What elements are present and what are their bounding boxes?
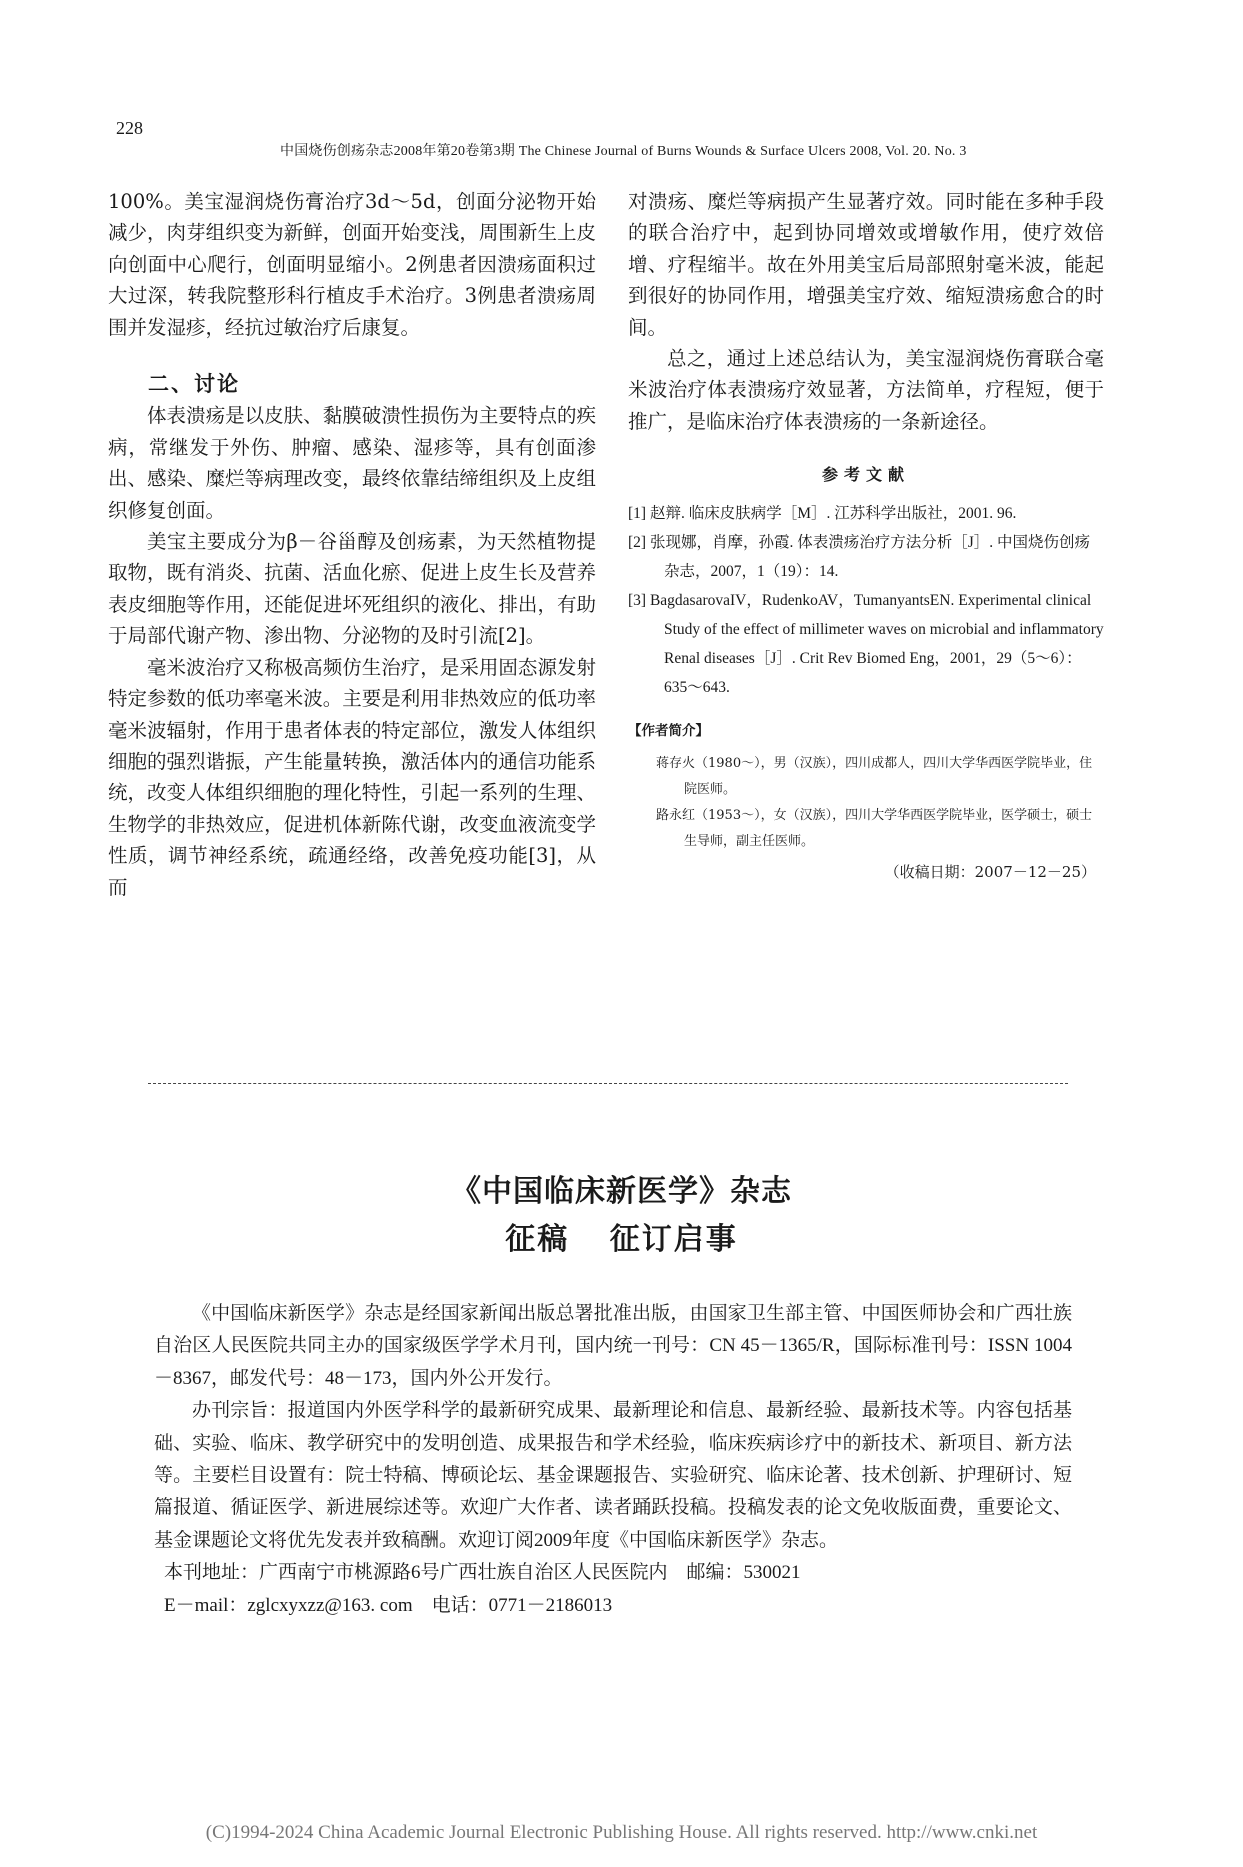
body-paragraph: 总之，通过上述总结认为，美宝湿润烧伤膏联合毫米波治疗体表溃疡疗效显著，方法简单，疗程短，便于推广，是临床治疗体表溃疡的一条新途径。 [628, 347, 1104, 433]
body-paragraph: 100%。美宝湿润烧伤膏治疗3d～5d，创面分泌物开始减少，肉芽组织变为新鲜，创面开始变浅，周围新生上皮向创面中心爬行，创面明显缩小。2例患者因溃疡面积过大过深，转我院整形科行植皮手术治疗。3例患者溃疡周围并发湿疹，经抗过敏治疗后康复。 [108, 190, 596, 339]
reference-item: [2] 张现娜，肖摩，孙霞. 体表溃疡治疗方法分析［J］. 中国烧伤创疡杂志，2007，1（19）：14. [628, 533, 1090, 580]
reference-item: [3] BagdasarovaIV，RudenkoAV，TumanyantsEN. Experimental clinical Study of the effect of millimeter waves on microbial and inflammatory Renal diseases［J］. Crit Rev Biomed Eng，2001，29（5～6）：635～643. [628, 591, 1104, 696]
author-bio: 蒋存火（1980～），男（汉族），四川成都人，四川大学华西医学院毕业，住院医师。 [656, 756, 1093, 798]
right-column [628, 186, 1104, 888]
notice-subtitle: 征稿 征订启事 [505, 1222, 738, 1257]
page-number: 228 [116, 118, 143, 138]
left-column [108, 186, 596, 903]
reference-item: [1] 赵辩. 临床皮肤病学［M］. 江苏科学出版社，2001. 96. [628, 504, 1017, 522]
body-paragraph: 对溃疡、糜烂等病损产生显著疗效。同时能在多种手段的联合治疗中，起到协同增效或增敏作用，使疗效倍增、疗程缩半。故在外用美宝后局部照射毫米波，能起到很好的协同作用，增强美宝疗效、缩短溃疡愈合的时间。 [628, 190, 1104, 339]
running-header: 中国烧伤创疡杂志2008年第20卷第3期 The Chinese Journal of Burns Wounds & Surface Ulcers 2008, Vol. 20. No. 3 [280, 144, 967, 159]
author-bio-title: 【作者简介】 [628, 722, 709, 739]
body-paragraph: 体表溃疡是以皮肤、黏膜破溃性损伤为主要特点的疾病，常继发于外伤、肿瘤、感染、湿疹等，具有创面渗出、感染、糜烂等病理改变，最终依靠结缔组织及上皮组织修复创面。 [108, 404, 596, 522]
section-divider [148, 1083, 1068, 1084]
notice-body [154, 1298, 1072, 1622]
copyright-footer: (C)1994-2024 China Academic Journal Electronic Publishing House. All rights reserved. http://www.cnki.net [205, 1822, 1038, 1843]
received-date: （收稿日期：2007－12－25） [884, 863, 1096, 882]
notice-title: 《中国临床新医学》杂志 [451, 1174, 792, 1209]
body-paragraph: 美宝主要成分为β－谷甾醇及创疡素，为天然植物提取物，既有消炎、抗菌、活血化瘀、促进上皮生长及营养表皮细胞等作用，还能促进坏死组织的液化、排出，有助于局部代谢产物、渗出物、分泌物的及时引流[2]。 [108, 530, 596, 648]
notice-address: 本刊地址：广西南宁市桃源路6号广西壮族自治区人民医院内 邮编：530021 [164, 1562, 801, 1584]
author-bio: 路永红（1953～），女（汉族），四川大学华西医学院毕业，医学硕士，硕士生导师，副主任医师。 [656, 808, 1093, 850]
notice-paragraph: 办刊宗旨：报道国内外医学科学的最新研究成果、最新理论和信息、最新经验、最新技术等。内容包括基础、实验、临床、教学研究中的发明创造、成果报告和学术经验，临床疾病诊疗中的新技术、新项目、新方法等。主要栏目设置有：院士特稿、博硕论坛、基金课题报告、实验研究、临床论著、技术创新、护理研讨、短篇报道、循证医学、新进展综述等。欢迎广大作者、读者踊跃投稿。投稿发表的论文免收版面费，重要论文、基金课题论文将优先发表并致稿酬。欢迎订阅2009年度《中国临床新医学》杂志。 [154, 1400, 1072, 1551]
notice-paragraph: 《中国临床新医学》杂志是经国家新闻出版总署批准出版，由国家卫生部主管、中国医师协会和广西壮族自治区人民医院共同主办的国家级医学学术月刊，国内统一刊号：CN 45－1365/R，国际标准刊号：ISSN 1004－8367，邮发代号：48－173，国内外公开发行。 [154, 1303, 1072, 1389]
body-paragraph: 毫米波治疗又称极高频仿生治疗，是采用固态源发射特定参数的低功率毫米波。主要是利用非热效应的低功率毫米波辐射，作用于患者体表的特定部位，激发人体组织细胞的强烈谐振，产生能量转换，激活体内的通信功能系统，改变人体组织细胞的理化特性，引起一系列的生理、生物学的非热效应，促进机体新陈代谢，改变血液流变学性质，调节神经系统，疏通经络，改善免疫功能[3]，从而 [108, 655, 596, 899]
references-title: 参考文献 [821, 465, 910, 485]
notice-contact: E－mail：zglcxyxzz@163. com 电话：0771－2186013 [164, 1594, 613, 1616]
section-heading: 二、讨论 [148, 372, 240, 397]
